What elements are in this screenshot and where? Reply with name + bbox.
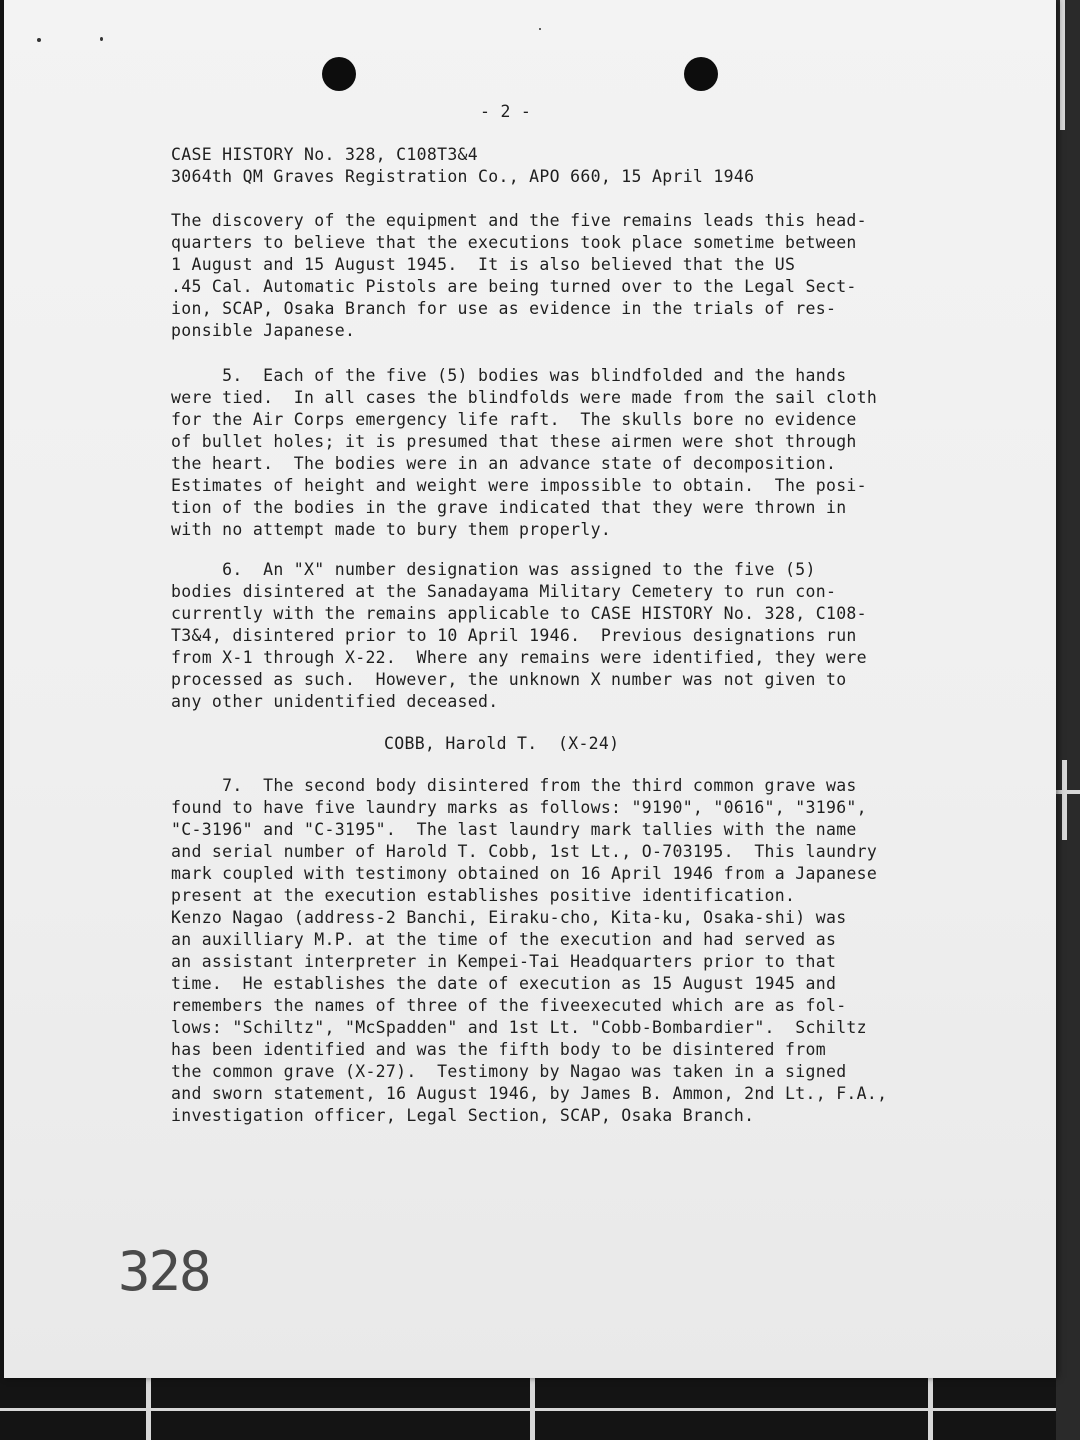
paragraph-line: bodies disintered at the Sanadayama Military Cemetery to run con-	[171, 582, 837, 601]
paragraph-line: present at the execution establishes positive identification.	[171, 886, 796, 905]
document-page	[4, 0, 1056, 1378]
paragraph-line: T3&4, disintered prior to 10 April 1946. Previous designations run	[171, 626, 857, 645]
paragraph-line: investigation officer, Legal Section, SCAP, Osaka Branch.	[171, 1106, 755, 1125]
paragraph-line: of bullet holes; it is presumed that these airmen were shot through	[171, 432, 857, 451]
punch-hole-left	[322, 57, 356, 91]
grid-line	[0, 1408, 1080, 1411]
paragraph-line: and sworn statement, 16 August 1946, by James B. Ammon, 2nd Lt., F.A.,	[171, 1084, 888, 1103]
paragraph-line: .45 Cal. Automatic Pistols are being turned over to the Legal Sect-	[171, 277, 857, 296]
punch-hole-right	[684, 57, 718, 91]
paragraph-line: with no attempt made to bury them properly.	[171, 520, 612, 539]
paragraph-line: The discovery of the equipment and the five remains leads this head-	[171, 211, 867, 230]
section-heading: COBB, Harold T. (X-24)	[384, 734, 620, 753]
paragraph-line: for the Air Corps emergency life raft. The skulls bore no evidence	[171, 410, 857, 429]
paragraph-line: processed as such. However, the unknown X number was not given to	[171, 670, 847, 689]
paragraph-line: Kenzo Nagao (address-2 Banchi, Eiraku-cho, Kita-ku, Osaka-shi) was	[171, 908, 847, 927]
paragraph-line: found to have five laundry marks as follows: "9190", "0616", "3196",	[171, 798, 867, 817]
paragraph-line: and serial number of Harold T. Cobb, 1st Lt., O-703195. This laundry	[171, 842, 878, 861]
paragraph-line: any other unidentified deceased.	[171, 692, 499, 711]
paragraph-line: lows: "Schiltz", "McSpadden" and 1st Lt. "Cobb-Bombardier". Schiltz	[171, 1018, 867, 1037]
paragraph-line: tion of the bodies in the grave indicated that they were thrown in	[171, 498, 847, 517]
paragraph-line: mark coupled with testimony obtained on 16 April 1946 from a Japanese	[171, 864, 878, 883]
page-number: - 2 -	[480, 102, 532, 121]
paragraph-line: an assistant interpreter in Kempei-Tai Headquarters prior to that	[171, 952, 837, 971]
paragraph-line: quarters to believe that the executions took place sometime between	[171, 233, 857, 252]
paragraph-line: currently with the remains applicable to CASE HISTORY No. 328, C108-	[171, 604, 867, 623]
paragraph-line: ponsible Japanese.	[171, 321, 356, 340]
paragraph-line: an auxilliary M.P. at the time of the execution and had served as	[171, 930, 837, 949]
speck	[539, 28, 541, 30]
case-history-title: CASE HISTORY No. 328, C108T3&4	[171, 145, 479, 164]
paragraph-line: Estimates of height and weight were impossible to obtain. The posi-	[171, 476, 867, 495]
paragraph-line: the heart. The bodies were in an advance state of decomposition.	[171, 454, 837, 473]
paragraph-line: were tied. In all cases the blindfolds were made from the sail cloth	[171, 388, 878, 407]
paragraph-line: has been identified and was the fifth body to be disintered from	[171, 1040, 826, 1059]
paragraph-line: 5. Each of the five (5) bodies was blindfolded and the hands	[171, 366, 847, 385]
speck	[100, 37, 103, 41]
paragraph-line: 6. An "X" number designation was assigned to the five (5)	[171, 560, 816, 579]
speck	[37, 38, 41, 42]
grid-line	[1060, 0, 1065, 130]
paragraph-line: 1 August and 15 August 1945. It is also believed that the US	[171, 255, 796, 274]
case-history-subtitle: 3064th QM Graves Registration Co., APO 660, 15 April 1946	[171, 167, 755, 186]
paragraph-line: "C-3196" and "C-3195". The last laundry mark tallies with the name	[171, 820, 857, 839]
sheet-edge-shadow	[1056, 0, 1080, 1440]
paragraph-line: time. He establishes the date of execution as 15 August 1945 and	[171, 974, 837, 993]
stamped-page-number: 328	[118, 1240, 210, 1303]
paragraph-line: ion, SCAP, Osaka Branch for use as evidence in the trials of res-	[171, 299, 837, 318]
paragraph-line: remembers the names of three of the fiveexecuted which are as fol-	[171, 996, 847, 1015]
grid-line	[1062, 760, 1067, 840]
paragraph-line: from X-1 through X-22. Where any remains were identified, they were	[171, 648, 867, 667]
paragraph-line: the common grave (X-27). Testimony by Nagao was taken in a signed	[171, 1062, 847, 1081]
paragraph-line: 7. The second body disintered from the third common grave was	[171, 776, 857, 795]
